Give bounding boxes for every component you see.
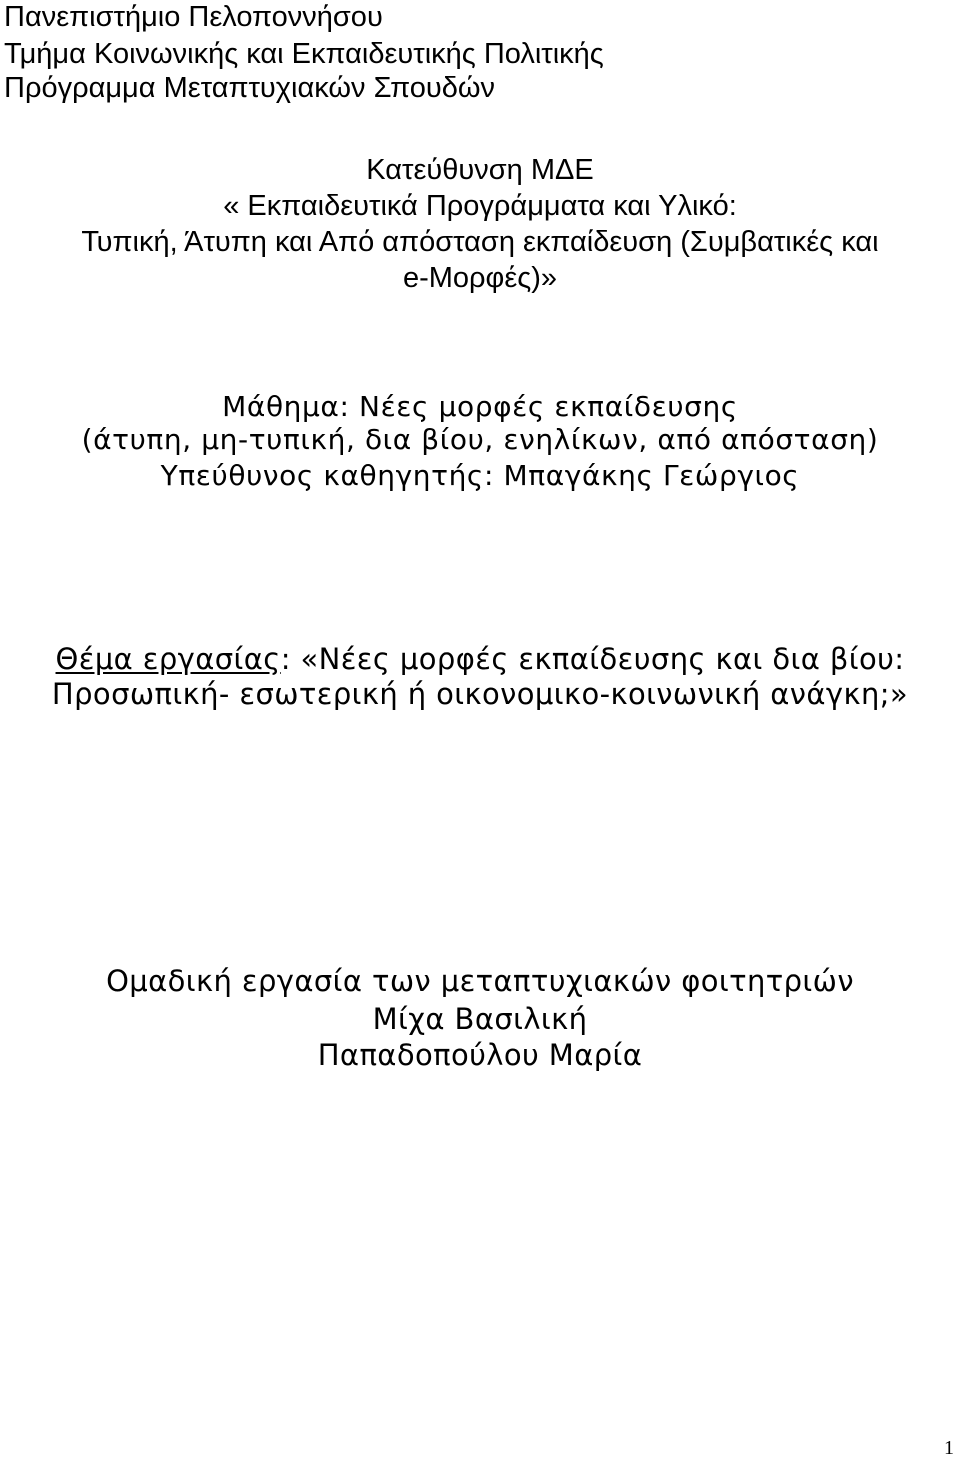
program-name: Πρόγραμμα Μεταπτυχιακών Σπουδών bbox=[4, 72, 495, 104]
direction-line-3: e-Μορφές)» bbox=[402, 262, 558, 294]
course-title: Μάθημα: Νέες μορφές εκπαίδευσης bbox=[222, 390, 738, 423]
author-2: Παπαδοπούλου Μαρία bbox=[317, 1038, 643, 1072]
topic-label: Θέμα εργασίας bbox=[55, 642, 281, 676]
direction-line-1: « Εκπαιδευτικά Προγράμματα και Υλικό: bbox=[223, 190, 737, 222]
author-1: Μίχα Βασιλική bbox=[372, 1002, 588, 1036]
page-number: 1 bbox=[944, 1437, 954, 1459]
department-name: Τμήμα Κοινωνικής και Εκπαιδευτικής Πολιτικής bbox=[4, 38, 604, 70]
direction-line-2: Τυπική, Άτυπη και Από απόσταση εκπαίδευση (Συμβατικές και bbox=[81, 226, 879, 258]
course-professor: Υπεύθυνος καθηγητής: Μπαγάκης Γεώργιος bbox=[160, 459, 800, 492]
university-name: Πανεπιστήμιο Πελοποννήσου bbox=[4, 1, 383, 33]
direction-title: Κατεύθυνση ΜΔΕ bbox=[366, 154, 594, 186]
authors-intro: Ομαδική εργασία των μεταπτυχιακών φοιτητριών bbox=[106, 964, 854, 998]
course-subtitle: (άτυπη, μη-τυπική, δια βίου, ενηλίκων, από απόσταση) bbox=[81, 423, 879, 456]
topic-line-2: Προσωπική- εσωτερική ή οικονομικο-κοινωνική ανάγκη;» bbox=[51, 677, 909, 711]
topic-line-1-text: : «Νέες μορφές εκπαίδευσης και δια βίου: bbox=[280, 642, 905, 676]
topic-line-1 bbox=[0, 642, 960, 676]
